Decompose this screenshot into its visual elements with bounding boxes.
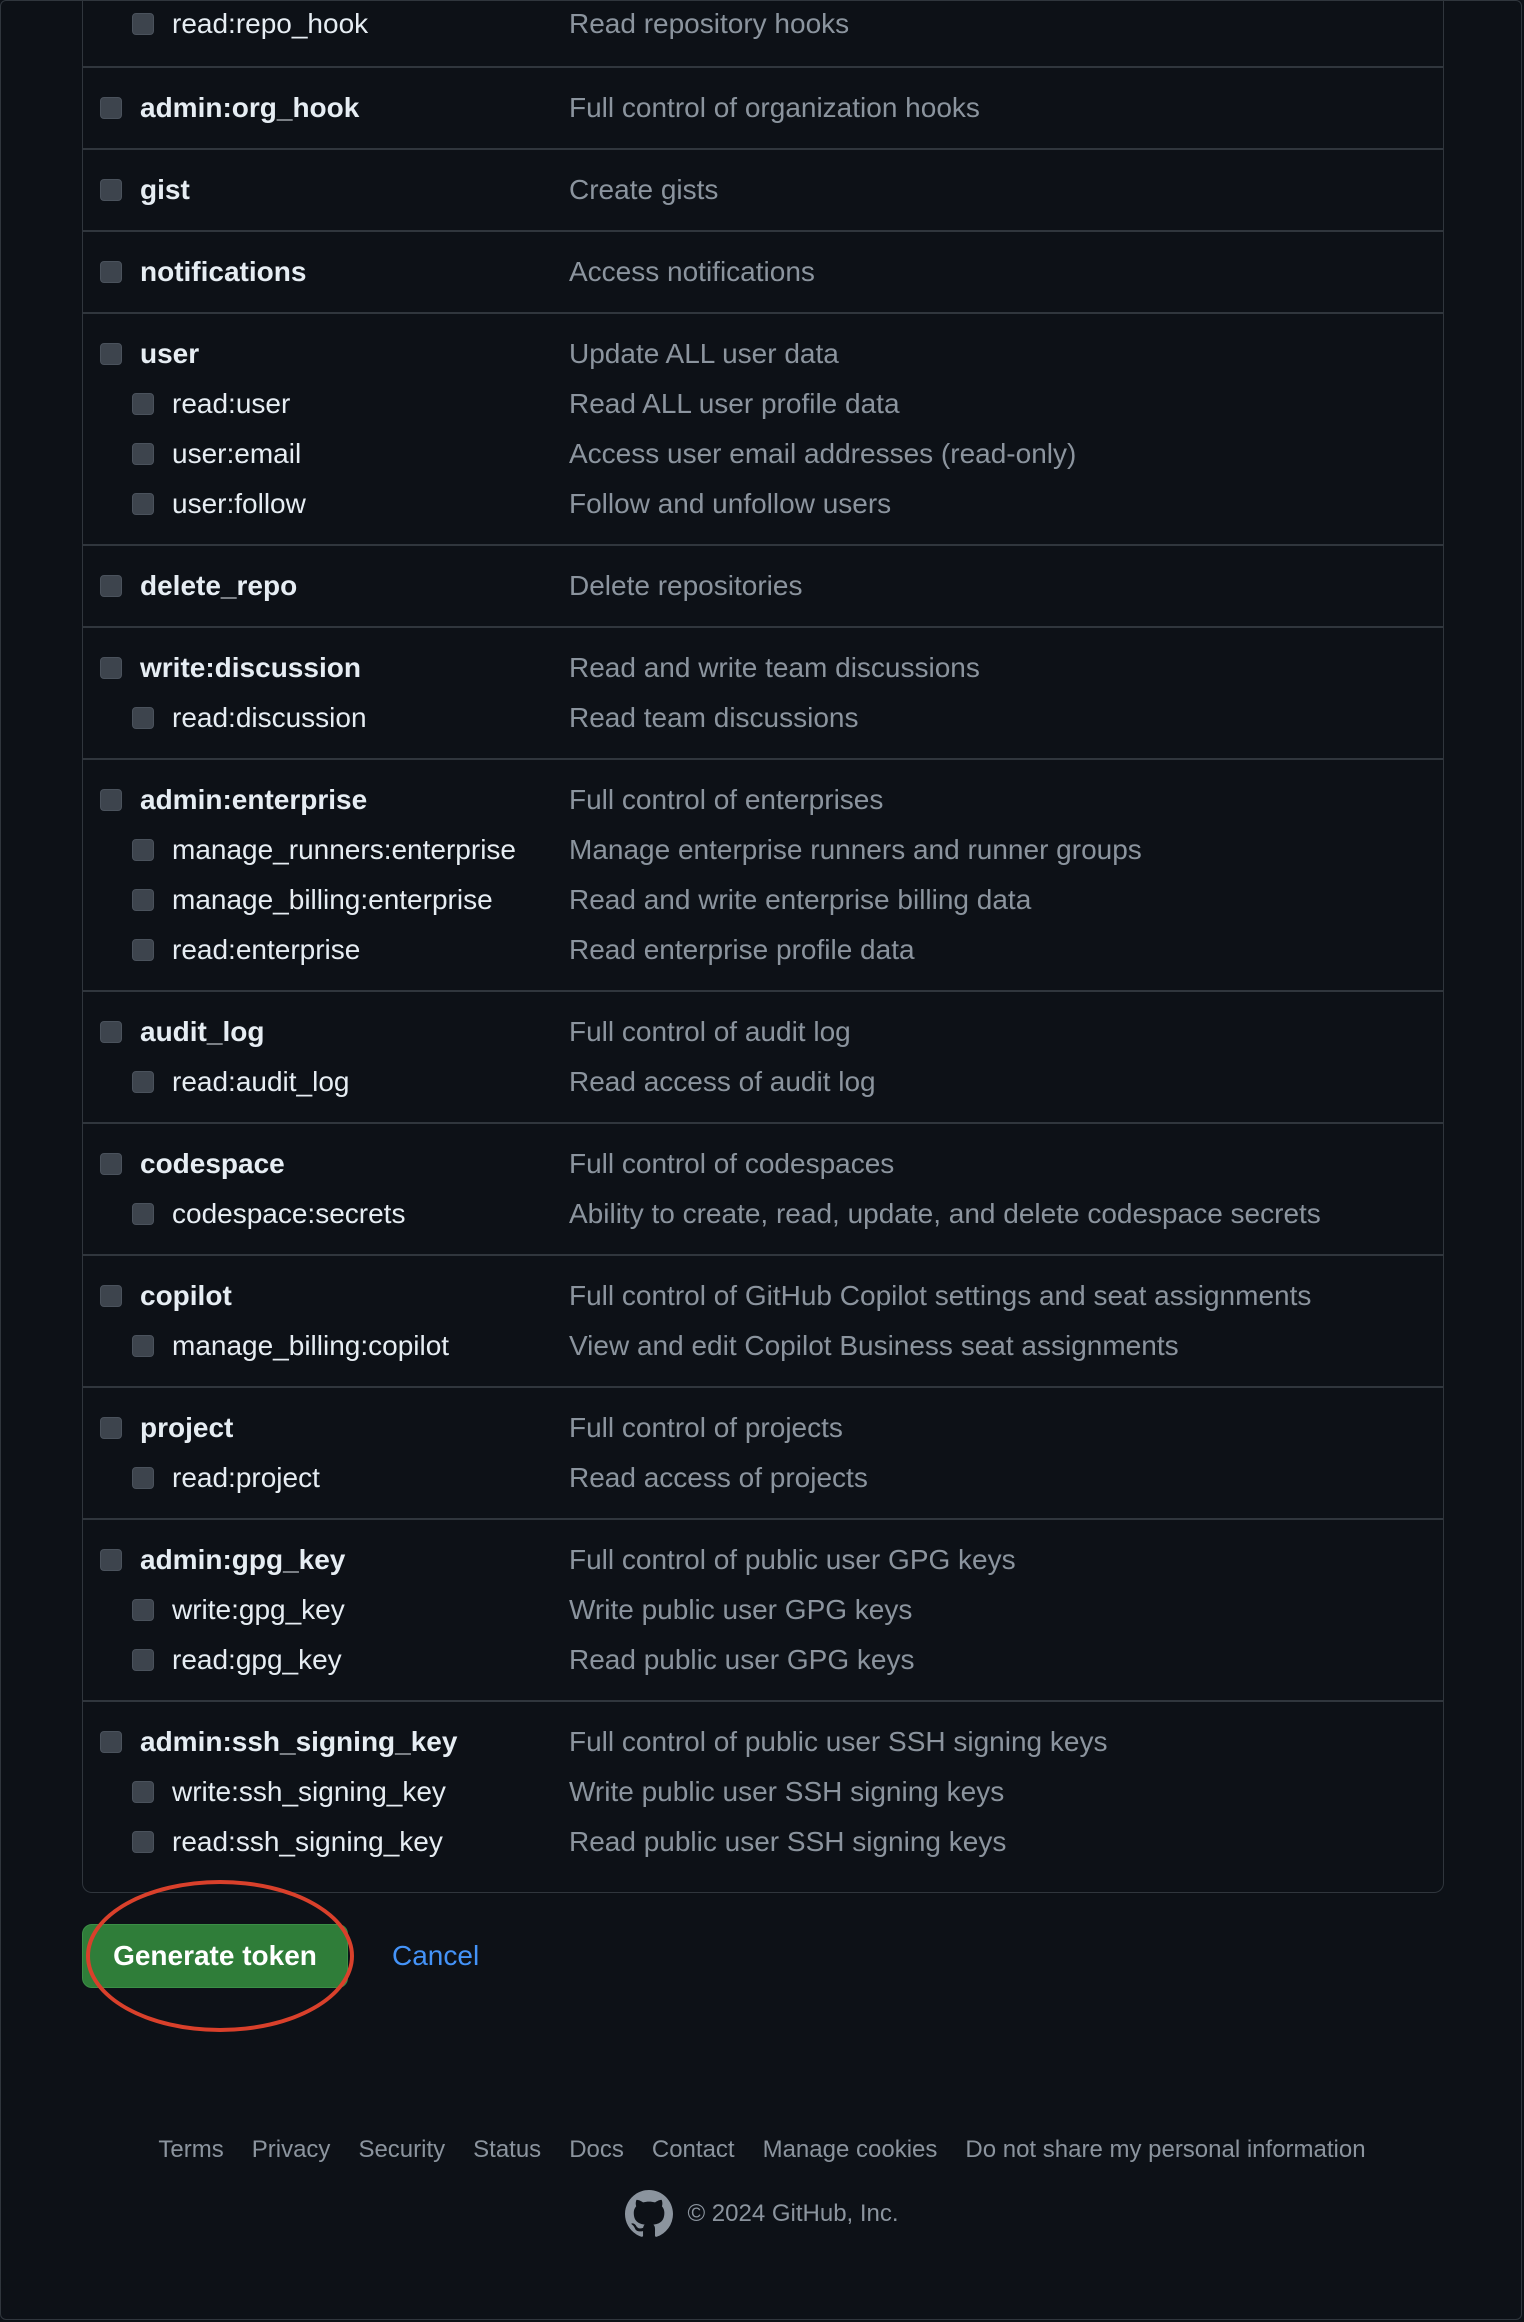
scope-row — [83, 484, 1443, 524]
scope-description: Read ALL user profile data — [569, 388, 900, 419]
scope-row — [83, 1772, 1443, 1812]
scope-checkbox[interactable] — [100, 1417, 122, 1439]
scope-row — [83, 1640, 1443, 1680]
scope-name[interactable]: notifications — [140, 256, 307, 287]
scope-name[interactable]: delete_repo — [140, 570, 298, 601]
scope-group — [83, 544, 1443, 626]
scopes-list — [82, 0, 1444, 1893]
scope-description: Write public user SSH signing keys — [569, 1776, 1005, 1807]
scope-checkbox[interactable] — [100, 789, 122, 811]
scope-row — [83, 1062, 1443, 1102]
scope-description: Access user email addresses (read-only) — [569, 438, 1077, 469]
footer-link-docs[interactable]: Docs — [569, 2136, 624, 2163]
scope-row — [83, 648, 1443, 688]
scope-name[interactable]: read:project — [172, 1462, 320, 1493]
scope-row — [83, 698, 1443, 738]
scope-description: Write public user GPG keys — [569, 1594, 913, 1625]
scope-checkbox[interactable] — [100, 575, 122, 597]
footer-link-status[interactable]: Status — [473, 2136, 542, 2163]
scope-row — [83, 830, 1443, 870]
scope-checkbox[interactable] — [100, 179, 122, 201]
scope-description: Full control of audit log — [569, 1016, 851, 1047]
scope-name[interactable]: admin:enterprise — [140, 784, 368, 815]
scope-description: Full control of GitHub Copilot settings and seat assignments — [569, 1280, 1312, 1311]
scope-name[interactable]: read:gpg_key — [172, 1644, 342, 1675]
github-mark-icon[interactable] — [625, 2190, 673, 2238]
generate-token-button[interactable]: Generate token — [82, 1924, 348, 1988]
scope-checkbox[interactable] — [132, 443, 154, 465]
scope-description: Ability to create, read, update, and delete codespace secrets — [569, 1198, 1321, 1229]
scope-name[interactable]: manage_billing:copilot — [172, 1330, 450, 1361]
scope-description: Full control of codespaces — [569, 1148, 895, 1179]
footer-link-security[interactable]: Security — [358, 2136, 446, 2163]
scope-row — [83, 1012, 1443, 1052]
scope-description: Follow and unfollow users — [569, 488, 892, 519]
scope-row — [83, 334, 1443, 374]
scope-checkbox[interactable] — [100, 1285, 122, 1307]
scope-name[interactable]: admin:org_hook — [140, 92, 360, 123]
scope-name[interactable]: project — [140, 1412, 234, 1443]
scope-description: Read public user SSH signing keys — [569, 1826, 1007, 1857]
scope-checkbox[interactable] — [132, 839, 154, 861]
scope-description: Delete repositories — [569, 570, 803, 601]
scope-row — [83, 1144, 1443, 1184]
scope-row — [83, 4, 1443, 44]
scope-checkbox[interactable] — [132, 1831, 154, 1853]
scope-description: Full control of projects — [569, 1412, 843, 1443]
scope-checkbox[interactable] — [100, 657, 122, 679]
scope-group — [83, 990, 1443, 1122]
scope-description: Read team discussions — [569, 702, 859, 733]
scope-checkbox[interactable] — [132, 1467, 154, 1489]
scope-group — [83, 626, 1443, 758]
scope-checkbox[interactable] — [132, 1649, 154, 1671]
scope-description: Read repository hooks — [569, 8, 850, 39]
scope-checkbox[interactable] — [132, 493, 154, 515]
scope-name[interactable]: read:ssh_signing_key — [172, 1826, 443, 1857]
cancel-link[interactable]: Cancel — [392, 1940, 480, 1971]
scope-name[interactable]: write:discussion — [140, 652, 361, 683]
scope-description: Read enterprise profile data — [569, 934, 915, 965]
scope-row — [83, 1590, 1443, 1630]
scope-row — [83, 384, 1443, 424]
scope-name[interactable]: user:follow — [172, 488, 306, 519]
scope-checkbox[interactable] — [132, 1781, 154, 1803]
scope-description: Access notifications — [569, 256, 815, 287]
scope-group — [83, 0, 1443, 66]
scope-row — [83, 1194, 1443, 1234]
scope-checkbox[interactable] — [132, 13, 154, 35]
scope-checkbox[interactable] — [132, 707, 154, 729]
scope-description: Create gists — [569, 174, 719, 205]
scope-row — [83, 252, 1443, 292]
scope-name[interactable]: write:ssh_signing_key — [172, 1776, 446, 1807]
scope-row — [83, 1822, 1443, 1862]
scope-row — [83, 1408, 1443, 1448]
footer-link-terms[interactable]: Terms — [158, 2136, 224, 2163]
scope-checkbox[interactable] — [132, 889, 154, 911]
scope-description: Read and write enterprise billing data — [569, 884, 1032, 915]
scope-name[interactable]: gist — [140, 174, 190, 205]
scope-name[interactable]: user — [140, 338, 200, 369]
scope-group — [83, 148, 1443, 230]
scope-group — [83, 1254, 1443, 1386]
scope-checkbox[interactable] — [100, 97, 122, 119]
scope-row — [83, 1276, 1443, 1316]
scope-description: Update ALL user data — [569, 338, 839, 369]
scope-checkbox[interactable] — [132, 1599, 154, 1621]
scope-name[interactable]: codespace:secrets — [172, 1198, 406, 1229]
scope-row — [83, 1458, 1443, 1498]
scope-checkbox[interactable] — [100, 1731, 122, 1753]
scope-name[interactable]: audit_log — [140, 1016, 265, 1047]
scope-row — [83, 880, 1443, 920]
footer-link-contact[interactable]: Contact — [651, 2136, 735, 2163]
footer-link-manage-cookies[interactable]: Manage cookies — [762, 2136, 938, 2163]
scope-row — [83, 1326, 1443, 1366]
scope-row — [83, 1722, 1443, 1762]
scope-group — [83, 1700, 1443, 1882]
scope-row — [83, 88, 1443, 128]
scope-checkbox[interactable] — [132, 1203, 154, 1225]
scope-checkbox[interactable] — [100, 343, 122, 365]
footer-link-do-not-share-my-personal-information[interactable]: Do not share my personal information — [965, 2136, 1366, 2163]
scope-name[interactable]: read:repo_hook — [172, 8, 369, 39]
copyright-text: © 2024 GitHub, Inc. — [687, 2200, 899, 2227]
scope-description: Read and write team discussions — [569, 652, 980, 683]
scope-checkbox[interactable] — [132, 1335, 154, 1357]
scope-checkbox[interactable] — [100, 1549, 122, 1571]
scope-name[interactable]: admin:gpg_key — [140, 1544, 346, 1575]
scope-name[interactable]: user:email — [172, 438, 302, 469]
scope-description: View and edit Copilot Business seat assignments — [569, 1330, 1179, 1361]
scope-group — [83, 1386, 1443, 1518]
scope-checkbox[interactable] — [132, 393, 154, 415]
scope-name[interactable]: read:discussion — [172, 702, 367, 733]
scope-row — [83, 930, 1443, 970]
scope-row — [83, 566, 1443, 606]
scope-checkbox[interactable] — [100, 1153, 122, 1175]
footer-link-privacy[interactable]: Privacy — [251, 2136, 331, 2163]
scope-name[interactable]: manage_billing:enterprise — [172, 884, 493, 915]
scope-name[interactable]: copilot — [140, 1280, 232, 1311]
scope-name[interactable]: admin:ssh_signing_key — [140, 1726, 458, 1757]
scope-checkbox[interactable] — [100, 261, 122, 283]
scope-name[interactable]: read:user — [172, 388, 291, 419]
scope-group — [83, 312, 1443, 544]
scope-name[interactable]: codespace — [140, 1148, 285, 1179]
scope-description: Full control of organization hooks — [569, 92, 980, 123]
scope-description: Read public user GPG keys — [569, 1644, 915, 1675]
scope-name[interactable]: write:gpg_key — [172, 1594, 345, 1625]
scope-name[interactable]: read:audit_log — [172, 1066, 350, 1097]
footer-copyright — [0, 2190, 1524, 2238]
scope-row — [83, 780, 1443, 820]
scope-description: Read access of projects — [569, 1462, 868, 1493]
scope-row — [83, 434, 1443, 474]
scope-row — [83, 1540, 1443, 1580]
scope-checkbox[interactable] — [132, 939, 154, 961]
scope-description: Manage enterprise runners and runner groups — [569, 834, 1142, 865]
scope-description: Full control of enterprises — [569, 784, 884, 815]
scope-group — [83, 758, 1443, 990]
scope-group — [83, 230, 1443, 312]
scope-group — [83, 66, 1443, 148]
scope-checkbox[interactable] — [132, 1071, 154, 1093]
scope-group — [83, 1122, 1443, 1254]
scope-name[interactable]: manage_runners:enterprise — [172, 834, 516, 865]
scope-description: Read access of audit log — [569, 1066, 876, 1097]
footer-links — [0, 2136, 1524, 2164]
scope-description: Full control of public user SSH signing keys — [569, 1726, 1108, 1757]
scope-checkbox[interactable] — [100, 1021, 122, 1043]
scope-group — [83, 1518, 1443, 1700]
scope-description: Full control of public user GPG keys — [569, 1544, 1016, 1575]
scope-row — [83, 170, 1443, 210]
scope-name[interactable]: read:enterprise — [172, 934, 361, 965]
